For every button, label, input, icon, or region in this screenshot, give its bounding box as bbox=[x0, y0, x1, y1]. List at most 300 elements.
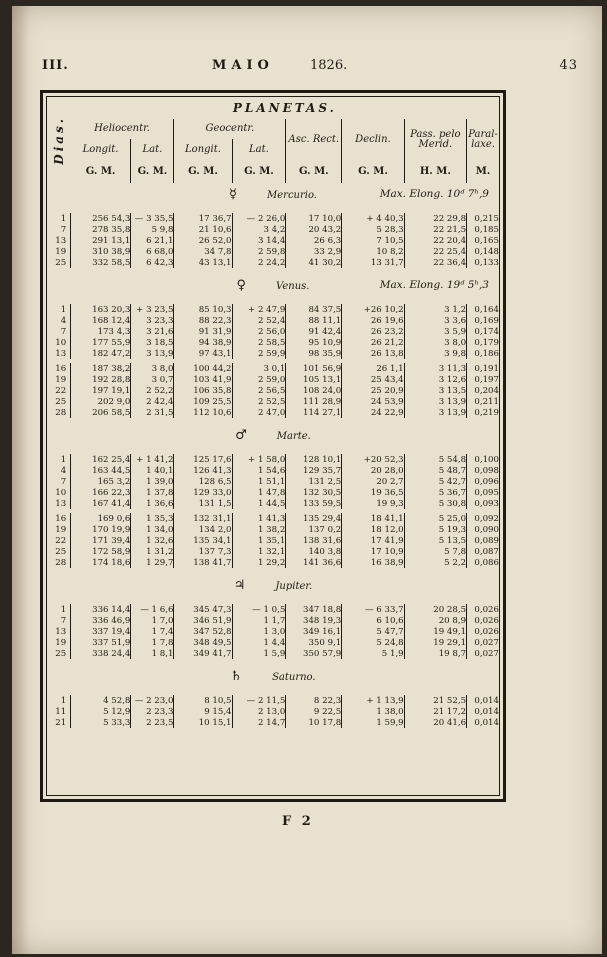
day-cell: 7 bbox=[47, 326, 71, 337]
value-cell-px: 0,096 bbox=[467, 476, 499, 487]
value-cell-lat: 1 7,0 bbox=[131, 615, 174, 626]
value-cell-pm: 19 8,7 bbox=[404, 648, 466, 659]
value-cell-ar: 84 37,5 bbox=[286, 304, 342, 315]
value-cell-ar: 88 11,1 bbox=[286, 315, 342, 326]
value-cell-px: 0,014 bbox=[467, 717, 499, 728]
value-cell-ar: 132 30,5 bbox=[286, 487, 342, 498]
value-cell-gla: 2 13,0 bbox=[232, 706, 286, 717]
value-cell-gla: 1 29,2 bbox=[232, 557, 286, 568]
value-cell-gl: 345 47,3 bbox=[174, 604, 232, 615]
value-cell-hl: 168 12,4 bbox=[92, 315, 131, 326]
value-cell-dec: 25 20,9 bbox=[342, 385, 404, 396]
unit-cell: G. M. bbox=[85, 166, 116, 177]
geo-longit-header: Longit. bbox=[174, 139, 232, 161]
table-row bbox=[47, 615, 499, 626]
value-cell-ar: 111 28,9 bbox=[286, 396, 342, 407]
month-title: MAIO bbox=[212, 58, 274, 73]
value-cell-hl: 336 14,4 bbox=[92, 604, 131, 615]
value-cell-px: 0,204 bbox=[467, 385, 499, 396]
day-cell: 10 bbox=[47, 337, 71, 348]
value-cell-pm: 3 3,6 bbox=[404, 315, 466, 326]
value-cell-gla: 1 51,1 bbox=[232, 476, 286, 487]
day-cell: 19 bbox=[47, 374, 71, 385]
table-row bbox=[47, 717, 499, 728]
value-cell-pm: 5 36,7 bbox=[404, 487, 466, 498]
section-header-cell bbox=[47, 183, 499, 207]
value-cell-gla: + 2 47,9 bbox=[232, 304, 286, 315]
value-cell-pm: 22 29,8 bbox=[404, 213, 466, 224]
max-elongation-note: Max. Elong. 10ᵈ 7ʰ,9 bbox=[379, 188, 489, 200]
value-cell-hl: 5 12,9 bbox=[103, 706, 131, 717]
value-cell-lat: 3 8,0 bbox=[131, 363, 174, 374]
value-cell-lat: 2 23,3 bbox=[131, 706, 174, 717]
planet-name: Mercurio. bbox=[267, 189, 317, 201]
value-cell-gl: 17 36,7 bbox=[174, 213, 232, 224]
value-cell-dec: 18 41,1 bbox=[342, 513, 404, 524]
planet-ephemeris-table bbox=[47, 97, 499, 734]
table-row bbox=[47, 476, 499, 487]
value-cell-dec: 25 43,4 bbox=[342, 374, 404, 385]
value-cell-gla: 2 52,5 bbox=[232, 396, 286, 407]
value-cell-pm: 3 12,6 bbox=[404, 374, 466, 385]
section-tail bbox=[47, 728, 499, 734]
table-row bbox=[47, 546, 499, 557]
value-cell-ar: 105 13,1 bbox=[286, 374, 342, 385]
value-cell-lat: 3 18,5 bbox=[131, 337, 174, 348]
section-header bbox=[47, 424, 499, 448]
unit-cell: G. M. bbox=[342, 161, 404, 183]
value-cell-gl: 132 31,1 bbox=[174, 513, 232, 524]
value-cell-gl: 91 31,9 bbox=[174, 326, 232, 337]
value-cell-pm: 5 7,8 bbox=[404, 546, 466, 557]
value-cell-dec: 16 38,9 bbox=[342, 557, 404, 568]
value-cell-ar: 133 59,5 bbox=[286, 498, 342, 509]
value-cell-pm: 22 20,4 bbox=[404, 235, 466, 246]
value-cell-lat: 3 23,3 bbox=[131, 315, 174, 326]
helio-header: Heliocentr. bbox=[94, 123, 150, 134]
value-cell-ar: 98 35,9 bbox=[286, 348, 342, 359]
value-cell-pm: 3 9,8 bbox=[404, 348, 466, 359]
day-cell: 11 bbox=[47, 706, 71, 717]
value-cell-dec: 5 1,9 bbox=[342, 648, 404, 659]
section-header-cell bbox=[47, 665, 499, 689]
value-cell-gla: 2 24,2 bbox=[232, 257, 286, 268]
value-cell-hl: 337 51,9 bbox=[92, 637, 131, 648]
day-cell: 4 bbox=[47, 465, 71, 476]
value-cell-px: 0,133 bbox=[467, 257, 499, 268]
value-cell-lat: 5 9,8 bbox=[131, 224, 174, 235]
value-cell-ar: 138 31,6 bbox=[286, 535, 342, 546]
value-cell-gla: 1 54,6 bbox=[232, 465, 286, 476]
value-cell-gl: 126 41,3 bbox=[174, 465, 232, 476]
day-cell: 25 bbox=[47, 546, 71, 557]
value-cell-ar: 17 10,0 bbox=[286, 213, 342, 224]
value-cell-px: 0,219 bbox=[467, 407, 499, 418]
value-cell-pm: 20 8,9 bbox=[404, 615, 466, 626]
value-cell-ar: 129 35,7 bbox=[286, 465, 342, 476]
value-cell-ar: 348 19,3 bbox=[286, 615, 342, 626]
planet-name: Marte. bbox=[276, 430, 311, 442]
value-cell-pm: 22 36,4 bbox=[404, 257, 466, 268]
value-cell-gl: 134 2,0 bbox=[174, 524, 232, 535]
planet-symbol-icon: ♂ bbox=[235, 427, 247, 443]
value-cell-gla: 2 59,0 bbox=[232, 374, 286, 385]
table-row bbox=[47, 224, 499, 235]
value-cell-pm: 5 2,2 bbox=[404, 557, 466, 568]
day-cell: 4 bbox=[47, 315, 71, 326]
value-cell-px: 0,186 bbox=[467, 348, 499, 359]
table-row bbox=[47, 637, 499, 648]
section-header-cell bbox=[47, 424, 499, 448]
value-cell-gla: 3 0,1 bbox=[232, 363, 286, 374]
value-cell-lat: 3 21,6 bbox=[131, 326, 174, 337]
value-cell-gl: 349 41,7 bbox=[174, 648, 232, 659]
value-cell-lat: 1 37,8 bbox=[131, 487, 174, 498]
value-cell-dec: 7 10,5 bbox=[342, 235, 404, 246]
day-cell: 16 bbox=[47, 513, 71, 524]
value-cell-dec: +20 52,3 bbox=[342, 454, 404, 465]
book-page bbox=[12, 6, 602, 954]
ephemeris-frame bbox=[40, 90, 506, 802]
value-cell-px: 0,093 bbox=[467, 498, 499, 509]
value-cell-lat: 1 7,4 bbox=[131, 626, 174, 637]
value-cell-px: 0,027 bbox=[467, 648, 499, 659]
value-cell-lat: — 2 23,0 bbox=[131, 695, 174, 706]
day-cell: 13 bbox=[47, 626, 71, 637]
day-cell: 25 bbox=[47, 257, 71, 268]
day-cell: 7 bbox=[47, 224, 71, 235]
value-cell-dec: + 1 13,9 bbox=[342, 695, 404, 706]
day-cell: 28 bbox=[47, 557, 71, 568]
value-cell-ar: 114 27,1 bbox=[286, 407, 342, 418]
value-cell-hl: 4 52,8 bbox=[103, 695, 131, 706]
value-cell-gla: 2 56,5 bbox=[232, 385, 286, 396]
value-cell-px: 0,026 bbox=[467, 626, 499, 637]
table-row bbox=[47, 363, 499, 374]
table-row bbox=[47, 235, 499, 246]
value-cell-hl: 332 58,5 bbox=[92, 257, 131, 268]
value-cell-dec: 18 12,0 bbox=[342, 524, 404, 535]
value-cell-dec: 19 36,5 bbox=[342, 487, 404, 498]
planet-symbol-icon: ♃ bbox=[233, 577, 246, 593]
helio-longit-header: Longit. bbox=[82, 144, 119, 155]
value-cell-hl: 182 47,2 bbox=[92, 348, 131, 359]
value-cell-hl: 192 28,8 bbox=[92, 374, 131, 385]
value-cell-pm: 3 8,0 bbox=[404, 337, 466, 348]
value-cell-ar: 350 9,1 bbox=[286, 637, 342, 648]
value-cell-hl: 166 22,3 bbox=[92, 487, 131, 498]
value-cell-gl: 346 51,9 bbox=[174, 615, 232, 626]
table-row bbox=[47, 396, 499, 407]
value-cell-pm: 22 21,5 bbox=[404, 224, 466, 235]
value-cell-ar: 347 18,8 bbox=[286, 604, 342, 615]
value-cell-hl: 173 4,3 bbox=[97, 326, 131, 337]
value-cell-px: 0,169 bbox=[467, 315, 499, 326]
value-cell-pm: 5 30,8 bbox=[404, 498, 466, 509]
value-cell-gl: 109 25,5 bbox=[174, 396, 232, 407]
value-cell-hl: 165 3,2 bbox=[97, 476, 131, 487]
table-row bbox=[47, 465, 499, 476]
value-cell-lat: 1 36,6 bbox=[131, 498, 174, 509]
day-cell: 19 bbox=[47, 524, 71, 535]
table-row bbox=[47, 246, 499, 257]
value-cell-dec: 17 10,9 bbox=[342, 546, 404, 557]
table-row bbox=[47, 695, 499, 706]
value-cell-px: 0,191 bbox=[467, 363, 499, 374]
unit-cell: M. bbox=[467, 161, 499, 183]
value-cell-dec: 17 41,9 bbox=[342, 535, 404, 546]
table-row bbox=[47, 326, 499, 337]
table-row bbox=[47, 604, 499, 615]
table-row bbox=[47, 487, 499, 498]
value-cell-px: 0,026 bbox=[467, 615, 499, 626]
value-cell-lat: 1 7,8 bbox=[131, 637, 174, 648]
value-cell-dec: 26 21,2 bbox=[342, 337, 404, 348]
section-header bbox=[47, 665, 499, 689]
value-cell-hl: 206 58,5 bbox=[92, 407, 131, 418]
value-cell-hl: 202 9,0 bbox=[97, 396, 131, 407]
day-cell: 1 bbox=[47, 604, 71, 615]
day-cell: 22 bbox=[47, 385, 71, 396]
table-row bbox=[47, 498, 499, 509]
value-cell-gl: 26 52,0 bbox=[174, 235, 232, 246]
value-cell-px: 0,148 bbox=[467, 246, 499, 257]
geo-header: Geocentr. bbox=[174, 119, 286, 139]
table-row bbox=[47, 213, 499, 224]
value-cell-gl: 100 44,2 bbox=[174, 363, 232, 374]
table-row bbox=[47, 513, 499, 524]
value-cell-lat: 1 40,1 bbox=[131, 465, 174, 476]
value-cell-gla: 3 14,4 bbox=[232, 235, 286, 246]
value-cell-lat: 6 68,0 bbox=[131, 246, 174, 257]
value-cell-gl: 43 13,1 bbox=[174, 257, 232, 268]
value-cell-dec: + 4 40,3 bbox=[342, 213, 404, 224]
value-cell-ar: 91 42,4 bbox=[286, 326, 342, 337]
value-cell-hl: 167 41,4 bbox=[92, 498, 131, 509]
table-row bbox=[47, 257, 499, 268]
value-cell-lat: 1 31,2 bbox=[131, 546, 174, 557]
value-cell-pm: 3 13,5 bbox=[404, 385, 466, 396]
value-cell-gla: 1 47,8 bbox=[232, 487, 286, 498]
value-cell-gla: 1 1,7 bbox=[232, 615, 286, 626]
value-cell-gl: 112 10,6 bbox=[174, 407, 232, 418]
value-cell-gla: 3 4,2 bbox=[232, 224, 286, 235]
value-cell-pm: 5 19,3 bbox=[404, 524, 466, 535]
paralaxe-header: Paral- laxe. bbox=[467, 119, 499, 161]
value-cell-lat: 6 42,3 bbox=[131, 257, 174, 268]
value-cell-gla: 1 35,1 bbox=[232, 535, 286, 546]
value-cell-ar: 108 24,0 bbox=[286, 385, 342, 396]
table-row bbox=[47, 648, 499, 659]
day-cell: 21 bbox=[47, 717, 71, 728]
value-cell-dec: 20 28,0 bbox=[342, 465, 404, 476]
table-row bbox=[47, 315, 499, 326]
value-cell-px: 0,215 bbox=[467, 213, 499, 224]
value-cell-gl: 131 1,5 bbox=[174, 498, 232, 509]
value-cell-hl: 310 38,9 bbox=[92, 246, 131, 257]
value-cell-hl: 278 35,8 bbox=[92, 224, 131, 235]
value-cell-px: 0,098 bbox=[467, 465, 499, 476]
value-cell-px: 0,174 bbox=[467, 326, 499, 337]
value-cell-hl: 162 25,4 bbox=[92, 454, 131, 465]
value-cell-lat: + 3 23,5 bbox=[131, 304, 174, 315]
value-cell-lat: + 1 41,2 bbox=[131, 454, 174, 465]
value-cell-lat: 3 13,9 bbox=[131, 348, 174, 359]
value-cell-lat: 1 29,7 bbox=[131, 557, 174, 568]
value-cell-px: 0,026 bbox=[467, 604, 499, 615]
value-cell-hl: 337 19,4 bbox=[92, 626, 131, 637]
value-cell-gl: 8 10,5 bbox=[174, 695, 232, 706]
value-cell-ar: 128 10,1 bbox=[286, 454, 342, 465]
value-cell-pm: 3 11,3 bbox=[404, 363, 466, 374]
value-cell-ar: 350 57,9 bbox=[286, 648, 342, 659]
value-cell-ar: 135 29,4 bbox=[286, 513, 342, 524]
value-cell-gla: 1 41,3 bbox=[232, 513, 286, 524]
value-cell-pm: 21 52,5 bbox=[404, 695, 466, 706]
value-cell-gla: — 2 11,5 bbox=[232, 695, 286, 706]
value-cell-pm: 5 13,5 bbox=[404, 535, 466, 546]
value-cell-gl: 348 49,5 bbox=[174, 637, 232, 648]
value-cell-hl: 170 19,9 bbox=[92, 524, 131, 535]
value-cell-pm: 3 5,9 bbox=[404, 326, 466, 337]
value-cell-pm: 20 41,6 bbox=[404, 717, 466, 728]
table-row bbox=[47, 348, 499, 359]
value-cell-hl: 177 55,9 bbox=[92, 337, 131, 348]
value-cell-gl: 128 6,5 bbox=[174, 476, 232, 487]
value-cell-pm: 21 17,2 bbox=[404, 706, 466, 717]
value-cell-gla: 2 52,4 bbox=[232, 315, 286, 326]
value-cell-px: 0,089 bbox=[467, 535, 499, 546]
running-head bbox=[12, 58, 602, 78]
day-cell: 13 bbox=[47, 235, 71, 246]
signature-mark: F 2 bbox=[282, 814, 314, 829]
unit-cell: G. M. bbox=[286, 161, 342, 183]
section-header bbox=[47, 183, 499, 207]
value-cell-ar: 26 6,3 bbox=[286, 235, 342, 246]
value-cell-gla: + 1 58,0 bbox=[232, 454, 286, 465]
value-cell-px: 0,164 bbox=[467, 304, 499, 315]
value-cell-hl: 171 39,4 bbox=[92, 535, 131, 546]
table-row bbox=[47, 626, 499, 637]
value-cell-pm: 5 48,7 bbox=[404, 465, 466, 476]
dias-header: Dias. bbox=[51, 115, 66, 165]
day-cell: 1 bbox=[47, 304, 71, 315]
value-cell-lat: 2 31,5 bbox=[131, 407, 174, 418]
value-cell-lat: 6 21,1 bbox=[131, 235, 174, 246]
value-cell-dec: 24 22,9 bbox=[342, 407, 404, 418]
value-cell-gla: 2 59,8 bbox=[232, 246, 286, 257]
geo-lat-header: Lat. bbox=[232, 139, 286, 161]
value-cell-hl: 187 38,2 bbox=[92, 363, 131, 374]
table-row bbox=[47, 557, 499, 568]
value-cell-gl: 106 35,8 bbox=[174, 385, 232, 396]
value-cell-gla: 2 47,0 bbox=[232, 407, 286, 418]
value-cell-lat: 1 32,6 bbox=[131, 535, 174, 546]
day-cell: 10 bbox=[47, 487, 71, 498]
value-cell-lat: 2 52,2 bbox=[131, 385, 174, 396]
value-cell-gl: 21 10,6 bbox=[174, 224, 232, 235]
section-header-cell bbox=[47, 574, 499, 598]
value-cell-pm: 3 13,9 bbox=[404, 396, 466, 407]
value-cell-ar: 41 30,2 bbox=[286, 257, 342, 268]
value-cell-gla: 1 3,0 bbox=[232, 626, 286, 637]
value-cell-lat: 1 8,1 bbox=[131, 648, 174, 659]
value-cell-ar: 349 16,1 bbox=[286, 626, 342, 637]
value-cell-hl: 197 19,1 bbox=[92, 385, 131, 396]
value-cell-pm: 19 49,1 bbox=[404, 626, 466, 637]
value-cell-pm: 22 25,4 bbox=[404, 246, 466, 257]
planet-name: Saturno. bbox=[272, 671, 316, 683]
value-cell-pm: 5 25,0 bbox=[404, 513, 466, 524]
value-cell-pm: 3 1,2 bbox=[404, 304, 466, 315]
planet-symbol-icon: ♀ bbox=[236, 277, 247, 293]
value-cell-pm: 5 54,8 bbox=[404, 454, 466, 465]
value-cell-gl: 347 52,8 bbox=[174, 626, 232, 637]
value-cell-ar: 137 0,2 bbox=[286, 524, 342, 535]
value-cell-ar: 8 22,3 bbox=[286, 695, 342, 706]
value-cell-ar: 101 56,9 bbox=[286, 363, 342, 374]
value-cell-lat: 3 0,7 bbox=[131, 374, 174, 385]
value-cell-gla: 2 58,5 bbox=[232, 337, 286, 348]
value-cell-ar: 131 2,5 bbox=[286, 476, 342, 487]
value-cell-gl: 97 43,1 bbox=[174, 348, 232, 359]
value-cell-dec: 26 23,2 bbox=[342, 326, 404, 337]
value-cell-pm: 3 13,9 bbox=[404, 407, 466, 418]
day-cell: 1 bbox=[47, 454, 71, 465]
table-row bbox=[47, 337, 499, 348]
value-cell-lat: 2 23,5 bbox=[131, 717, 174, 728]
value-cell-gl: 88 22,3 bbox=[174, 315, 232, 326]
value-cell-gla: 2 14,7 bbox=[232, 717, 286, 728]
pass-merid-header: Pass. pelo Merid. bbox=[404, 119, 466, 161]
ephemeris-body bbox=[47, 183, 499, 734]
table-row bbox=[47, 454, 499, 465]
planet-name: Venus. bbox=[276, 280, 310, 292]
value-cell-dec: 26 1,1 bbox=[342, 363, 404, 374]
value-cell-gl: 135 34,1 bbox=[174, 535, 232, 546]
day-cell: 7 bbox=[47, 615, 71, 626]
day-cell: 13 bbox=[47, 498, 71, 509]
value-cell-px: 0,090 bbox=[467, 524, 499, 535]
value-cell-gla: — 2 26,0 bbox=[232, 213, 286, 224]
unit-cell: H. M. bbox=[404, 161, 466, 183]
value-cell-px: 0,086 bbox=[467, 557, 499, 568]
section-header bbox=[47, 574, 499, 598]
value-cell-gla: 1 32,1 bbox=[232, 546, 286, 557]
table-title: PLANETAS. bbox=[232, 101, 337, 115]
table-row bbox=[47, 374, 499, 385]
unit-cell: G. M. bbox=[232, 161, 286, 183]
day-cell: 1 bbox=[47, 213, 71, 224]
value-cell-px: 0,095 bbox=[467, 487, 499, 498]
asc-rect-header: Asc. Rect. bbox=[286, 119, 342, 161]
value-cell-gla: 1 38,2 bbox=[232, 524, 286, 535]
day-cell: 7 bbox=[47, 476, 71, 487]
value-cell-px: 0,100 bbox=[467, 454, 499, 465]
table-row bbox=[47, 524, 499, 535]
table-row bbox=[47, 304, 499, 315]
value-cell-lat: 1 39,0 bbox=[131, 476, 174, 487]
value-cell-dec: 6 10,6 bbox=[342, 615, 404, 626]
value-cell-dec: 5 47,7 bbox=[342, 626, 404, 637]
value-cell-hl: 338 24,4 bbox=[92, 648, 131, 659]
section-header-cell bbox=[47, 274, 499, 298]
value-cell-px: 0,179 bbox=[467, 337, 499, 348]
value-cell-pm: 20 28,5 bbox=[404, 604, 466, 615]
planet-symbol-icon: ☿ bbox=[229, 186, 237, 202]
value-cell-ar: 9 22,5 bbox=[286, 706, 342, 717]
value-cell-hl: 172 58,9 bbox=[92, 546, 131, 557]
